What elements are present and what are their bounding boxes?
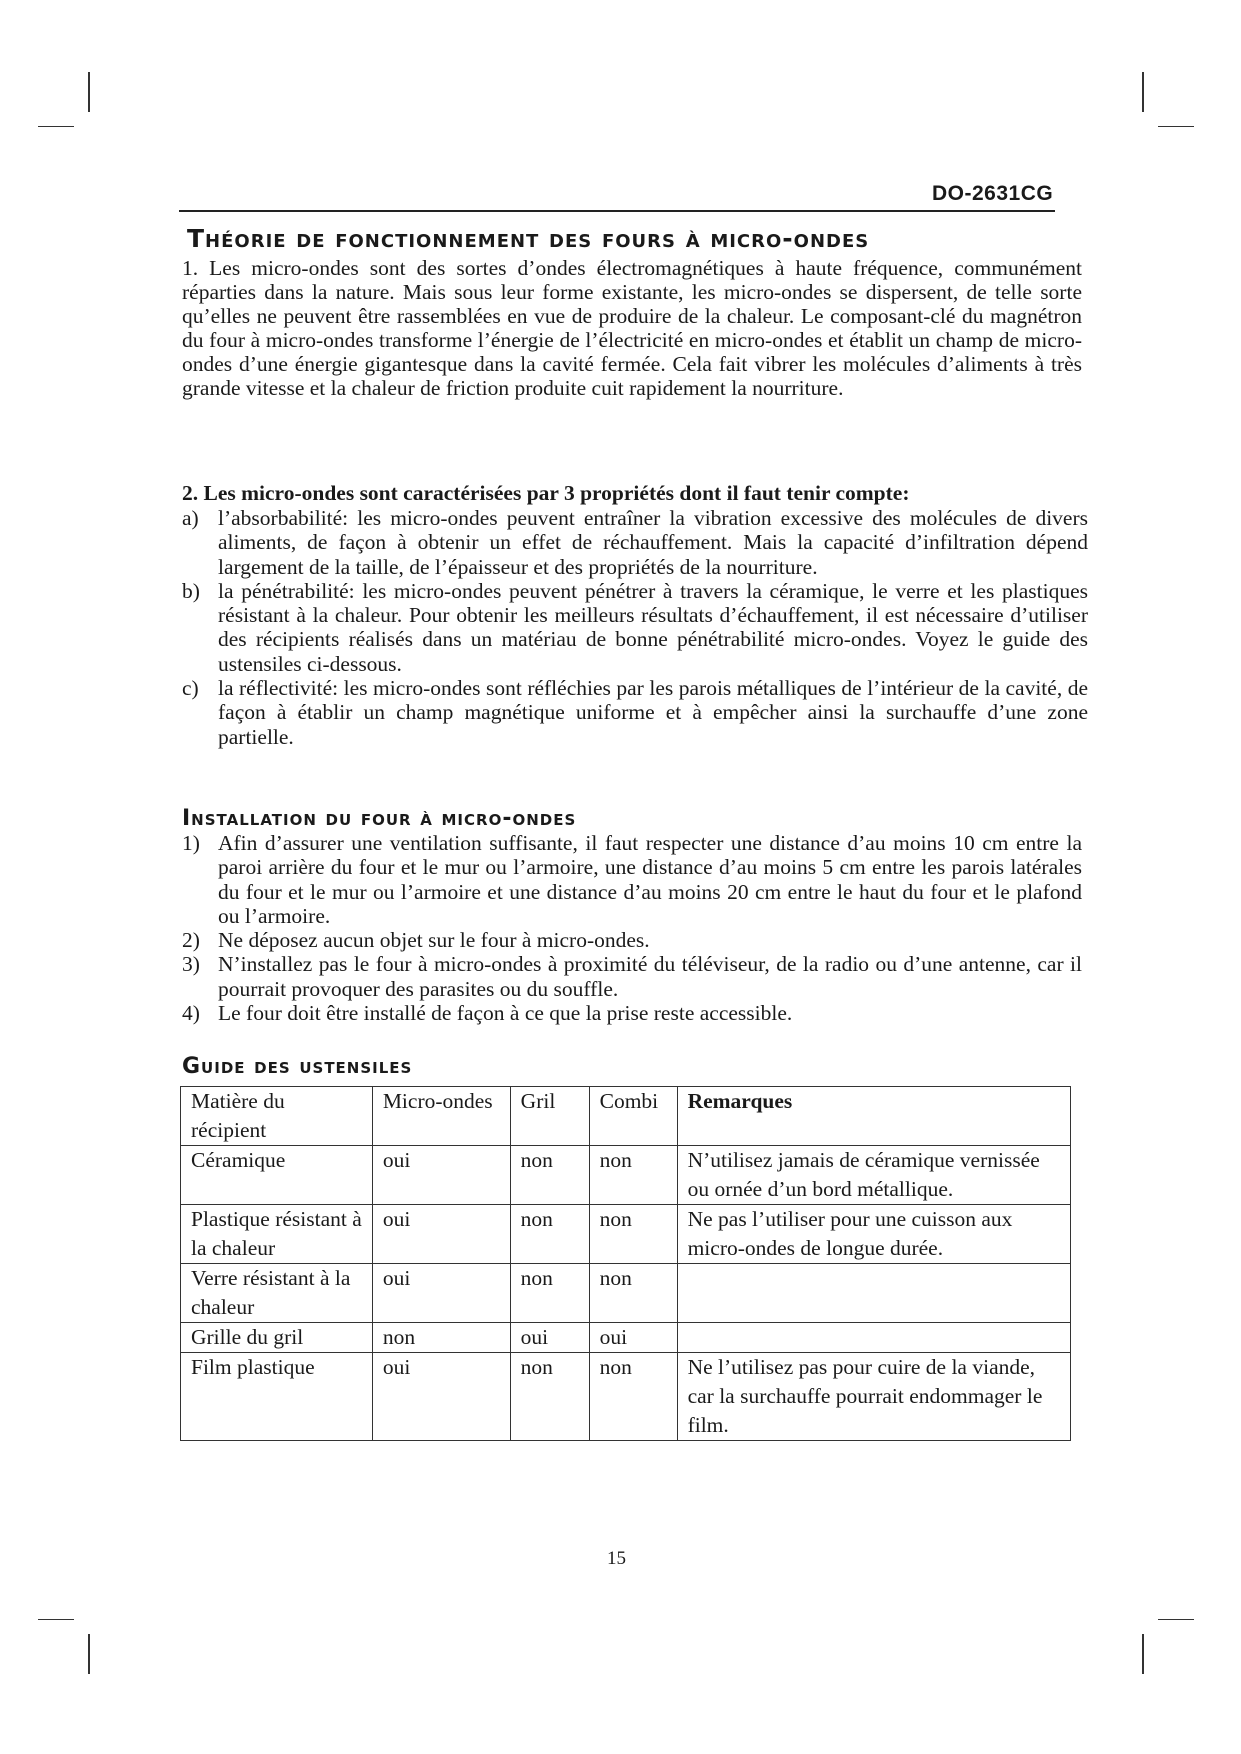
- crop-mark: [38, 126, 74, 127]
- cell-micro: oui: [372, 1264, 510, 1323]
- crop-mark: [88, 1634, 90, 1674]
- crop-mark: [1158, 126, 1194, 127]
- cell-remarks: [677, 1323, 1070, 1353]
- table-header-row: [181, 1087, 1071, 1146]
- item-label: 2): [182, 928, 200, 953]
- cell-combi: oui: [589, 1323, 677, 1353]
- cell-combi: non: [589, 1353, 677, 1441]
- item-text: l’absorbabilité: les micro-ondes peuvent entraîner la vibration excessive des molécules de divers aliments, de façon à obtenir un effet de réchauffement. Mais la capacité d’infiltration dépend largement de la taille, de l’épaisseur et des propriétés de la nourriture.: [218, 506, 1088, 579]
- header-micro: Micro-ondes: [372, 1087, 510, 1146]
- cell-micro: non: [372, 1323, 510, 1353]
- item-text: Afin d’assurer une ventilation suffisante, il faut respecter une distance d’au moins 10 cm entre la paroi arrière du four et le mur ou l’armoire, une distance d’au moins 5 cm entre les parois latérales du four et le mur ou l’armoire et une distance d’au moins 20 cm entre le haut du four et le plafond ou l’armoire.: [218, 831, 1082, 928]
- crop-mark: [38, 1619, 74, 1620]
- utensils-table: [180, 1086, 1071, 1441]
- table-row: [181, 1146, 1071, 1205]
- item-label: 4): [182, 1001, 200, 1026]
- list-item: [182, 1001, 1082, 1025]
- cell-material: Film plastique: [181, 1353, 373, 1441]
- cell-micro: oui: [372, 1353, 510, 1441]
- properties-list: [182, 506, 1088, 749]
- cell-remarks: N’utilisez jamais de céramique vernissée ou ornée d’un bord métallique.: [677, 1146, 1070, 1205]
- table-row: [181, 1264, 1071, 1323]
- table-row: [181, 1205, 1071, 1264]
- item-label: c): [182, 676, 199, 701]
- item-label: 1): [182, 831, 200, 855]
- properties-intro: 2. Les micro-ondes sont caractérisées par 3 propriétés dont il faut tenir compte:: [182, 481, 910, 505]
- cell-combi: non: [589, 1146, 677, 1205]
- list-item: [182, 831, 1082, 928]
- header-remarks: Remarques: [677, 1087, 1070, 1146]
- header-grill: Gril: [510, 1087, 589, 1146]
- cell-grill: oui: [510, 1323, 589, 1353]
- cell-combi: non: [589, 1205, 677, 1264]
- cell-remarks: [677, 1264, 1070, 1323]
- list-item: [182, 952, 1082, 1001]
- list-item: [182, 579, 1088, 676]
- item-text: Ne déposez aucun objet sur le four à micro-ondes.: [218, 928, 650, 953]
- crop-mark: [88, 72, 90, 112]
- cell-combi: non: [589, 1264, 677, 1323]
- crop-mark: [1158, 1619, 1194, 1620]
- page-number: 15: [607, 1548, 626, 1569]
- model-number: DO-2631CG: [932, 182, 1054, 205]
- crop-mark: [1142, 72, 1144, 112]
- list-item: [182, 676, 1088, 749]
- cell-grill: non: [510, 1264, 589, 1323]
- table-row: [181, 1323, 1071, 1353]
- section-title-installation: Installation du four à micro-ondes: [182, 806, 577, 831]
- cell-grill: non: [510, 1353, 589, 1441]
- item-text: la pénétrabilité: les micro-ondes peuvent pénétrer à travers la céramique, le verre et les plastiques résistant à la chaleur. Pour obtenir les meilleurs résultats d’échauffement, il est nécessaire d’utiliser des récipients réalisés dans un matériau de bonne pénétrabilité micro-ondes. Voyez le guide des ustensiles ci-dessous.: [218, 578, 1088, 676]
- list-item: [182, 928, 1082, 952]
- cell-material: Plastique résistant à la chaleur: [181, 1205, 373, 1264]
- item-text: la réflectivité: les micro-ondes sont réfléchies par les parois métalliques de l’intérieur de la cavité, de façon à établir un champ magnétique uniforme et à empêcher ainsi la surchauffe d’une zone partielle.: [218, 676, 1088, 749]
- theory-paragraph: 1. Les micro-ondes sont des sortes d’ondes électromagnétiques à haute fréquence, communément réparties dans la nature. Mais sous leur forme existante, les micro-ondes se dispersent, de telle sorte qu’elles ne peuvent être rassemblées en vue de produire de la chaleur. Le composant-clé du magnétron du four à micro-ondes transforme l’énergie de l’électricité en micro-ondes et établit un champ de micro-ondes d’une énergie gigantesque dans la cavité fermée. Cela fait vibrer les molécules d’aliments à très grande vitesse et la chaleur de friction produite cuit rapidement la nourriture.: [182, 256, 1082, 400]
- item-label: 3): [182, 952, 200, 977]
- cell-grill: non: [510, 1205, 589, 1264]
- cell-micro: oui: [372, 1205, 510, 1264]
- header-combi: Combi: [589, 1087, 677, 1146]
- cell-remarks: Ne l’utilisez pas pour cuire de la viande, car la surchauffe pourrait endommager le film.: [677, 1353, 1070, 1441]
- header-rule: [179, 210, 1055, 212]
- item-label: b): [182, 578, 200, 603]
- item-label: a): [182, 506, 199, 530]
- item-text: N’installez pas le four à micro-ondes à proximité du téléviseur, de la radio ou d’une antenne, car il pourrait provoquer des parasites ou du souffle.: [218, 952, 1082, 1001]
- section-title-theory: Théorie de fonctionnement des fours à micro-ondes: [187, 224, 870, 253]
- cell-material: Céramique: [181, 1146, 373, 1205]
- list-item: [182, 506, 1088, 579]
- cell-material: Grille du gril: [181, 1323, 373, 1353]
- cell-material: Verre résistant à la chaleur: [181, 1264, 373, 1323]
- crop-mark: [1142, 1634, 1144, 1674]
- installation-list: [182, 831, 1082, 1025]
- header-material: Matière du récipient: [181, 1087, 373, 1146]
- cell-grill: non: [510, 1146, 589, 1205]
- table-row: [181, 1353, 1071, 1441]
- item-text: Le four doit être installé de façon à ce que la prise reste accessible.: [218, 1001, 793, 1026]
- cell-remarks: Ne pas l’utiliser pour une cuisson aux micro-ondes de longue durée.: [677, 1205, 1070, 1264]
- cell-micro: oui: [372, 1146, 510, 1205]
- section-title-utensils: Guide des ustensiles: [182, 1054, 413, 1079]
